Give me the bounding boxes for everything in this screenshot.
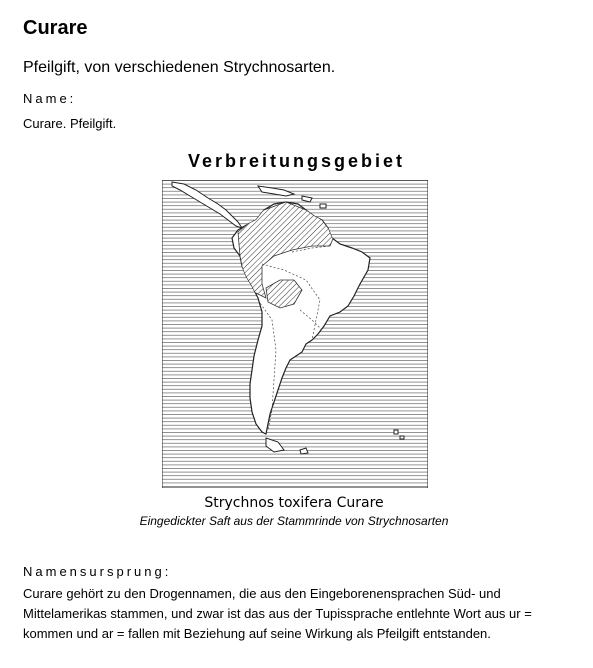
map-heading: Verbreitungsgebiet [187, 151, 406, 171]
distribution-map [162, 180, 428, 488]
subtitle: Pfeilgift, von verschiedenen Strychnosarten. [23, 59, 336, 76]
name-label: Name: [23, 91, 77, 106]
page-title: Curare [23, 17, 88, 39]
name-origin-label: Namensursprung: [23, 564, 172, 579]
name-origin-text: Curare gehört zu den Drogennamen, die aus den Eingeborenensprachen Süd- und Mittelamerikas stammen, und zwar ist das aus der Tupissprache entlehnte Wort aus ur = kommen und ar = fallen mit Beziehung auf seine Wirkung als Pfeilgift entstanden. [23, 586, 532, 641]
south-america-map-image [162, 180, 428, 488]
map-caption: Strychnos toxifera Curare [204, 495, 384, 511]
map-subcaption: Eingedickter Saft aus der Stammrinde von Strychnosarten [139, 514, 449, 528]
name-value: Curare. Pfeilgift. [23, 116, 117, 131]
